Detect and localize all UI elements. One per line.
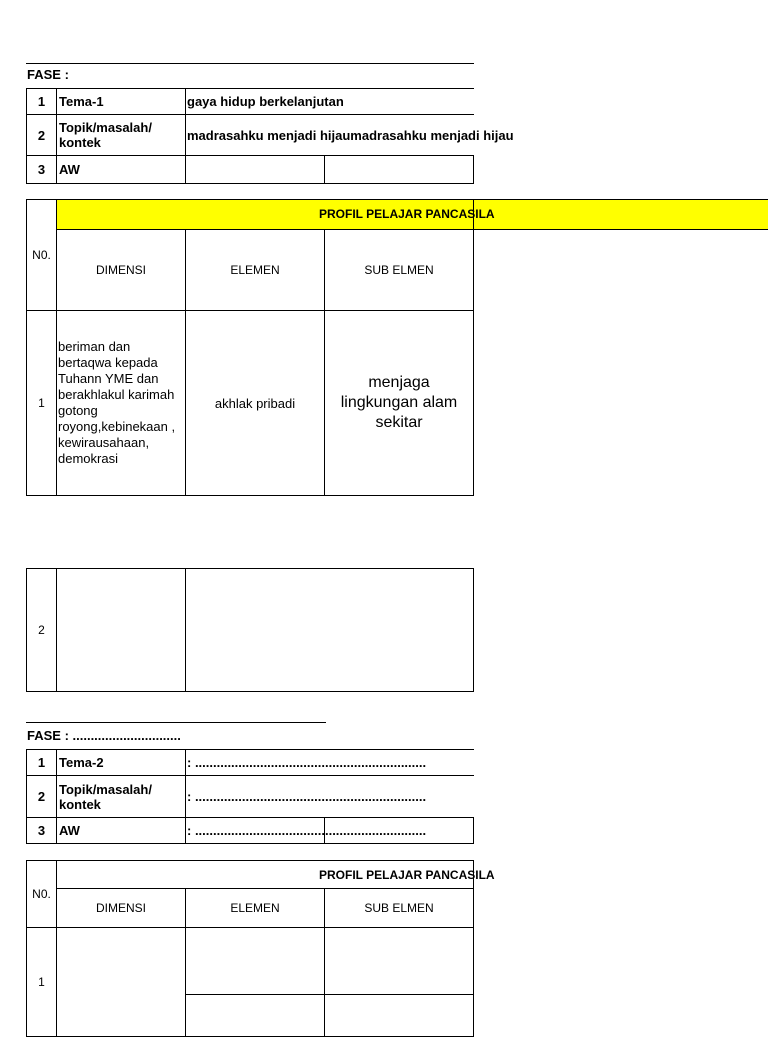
no-header: N0. bbox=[26, 199, 57, 311]
row-number: 1 bbox=[26, 749, 57, 776]
top-rule bbox=[26, 63, 474, 64]
aw-extra-cell bbox=[324, 817, 474, 844]
aw-label: AW bbox=[56, 155, 186, 184]
elemen-header: ELEMEN bbox=[185, 888, 325, 928]
sub-elemen-cell bbox=[324, 994, 474, 1037]
topik-label: Topik/masalah/ kontek bbox=[56, 114, 186, 156]
row-number: 2 bbox=[26, 775, 57, 818]
no-header: N0. bbox=[26, 860, 57, 928]
topik-label: Topik/masalah/ kontek bbox=[56, 775, 186, 818]
fase-label: FASE : bbox=[27, 67, 69, 82]
sub-elemen-cell bbox=[324, 927, 474, 995]
profil-title: PROFIL PELAJAR PANCASILA bbox=[319, 868, 495, 882]
dimensi-cell: beriman dan bertaqwa kepada Tuhann YME dan berakhlakul karimah gotong royong,kebinekaan , kewirausahaan, demokrasi bbox=[56, 310, 186, 496]
elemen-cell bbox=[185, 568, 474, 692]
aw-value: : ................................................................ bbox=[185, 817, 325, 844]
row-number: 1 bbox=[26, 310, 57, 496]
section2-rule bbox=[26, 722, 326, 723]
topik-value: madrasahku menjadi hijaumadrasahku menjadi hijau bbox=[185, 114, 474, 156]
tema-value: gaya hidup berkelanjutan bbox=[185, 88, 474, 115]
elemen-cell bbox=[185, 994, 325, 1037]
dimensi-header: DIMENSI bbox=[56, 229, 186, 311]
dimensi-header: DIMENSI bbox=[56, 888, 186, 928]
row-number: 2 bbox=[26, 568, 57, 692]
tema-label: Tema-2 bbox=[56, 749, 186, 776]
aw-value bbox=[185, 155, 325, 184]
aw-extra-cell bbox=[324, 155, 474, 184]
profil-title-clip bbox=[56, 199, 495, 230]
aw-label: AW bbox=[56, 817, 186, 844]
sub-elemen-header: SUB ELMEN bbox=[324, 229, 474, 311]
row-number: 1 bbox=[26, 88, 57, 115]
tema-label: Tema-1 bbox=[56, 88, 186, 115]
sub-elemen-header: SUB ELMEN bbox=[324, 888, 474, 928]
sub-elemen-cell: menjaga lingkungan alam sekitar bbox=[324, 310, 474, 496]
dimensi-cell bbox=[56, 568, 186, 692]
elemen-cell: akhlak pribadi bbox=[185, 310, 325, 496]
profil-title-clip bbox=[56, 860, 495, 889]
topik-value: : ................................................................ bbox=[185, 775, 474, 818]
elemen-header: ELEMEN bbox=[185, 229, 325, 311]
dimensi-cell bbox=[56, 927, 186, 1037]
elemen-cell bbox=[185, 927, 325, 995]
profil-title: PROFIL PELAJAR PANCASILA bbox=[319, 207, 495, 221]
row-number: 3 bbox=[26, 155, 57, 184]
row-number: 1 bbox=[26, 927, 57, 1037]
row-number: 2 bbox=[26, 114, 57, 156]
row-number: 3 bbox=[26, 817, 57, 844]
fase-label: FASE : .............................. bbox=[27, 728, 181, 743]
tema-value: : ................................................................ bbox=[185, 749, 474, 776]
